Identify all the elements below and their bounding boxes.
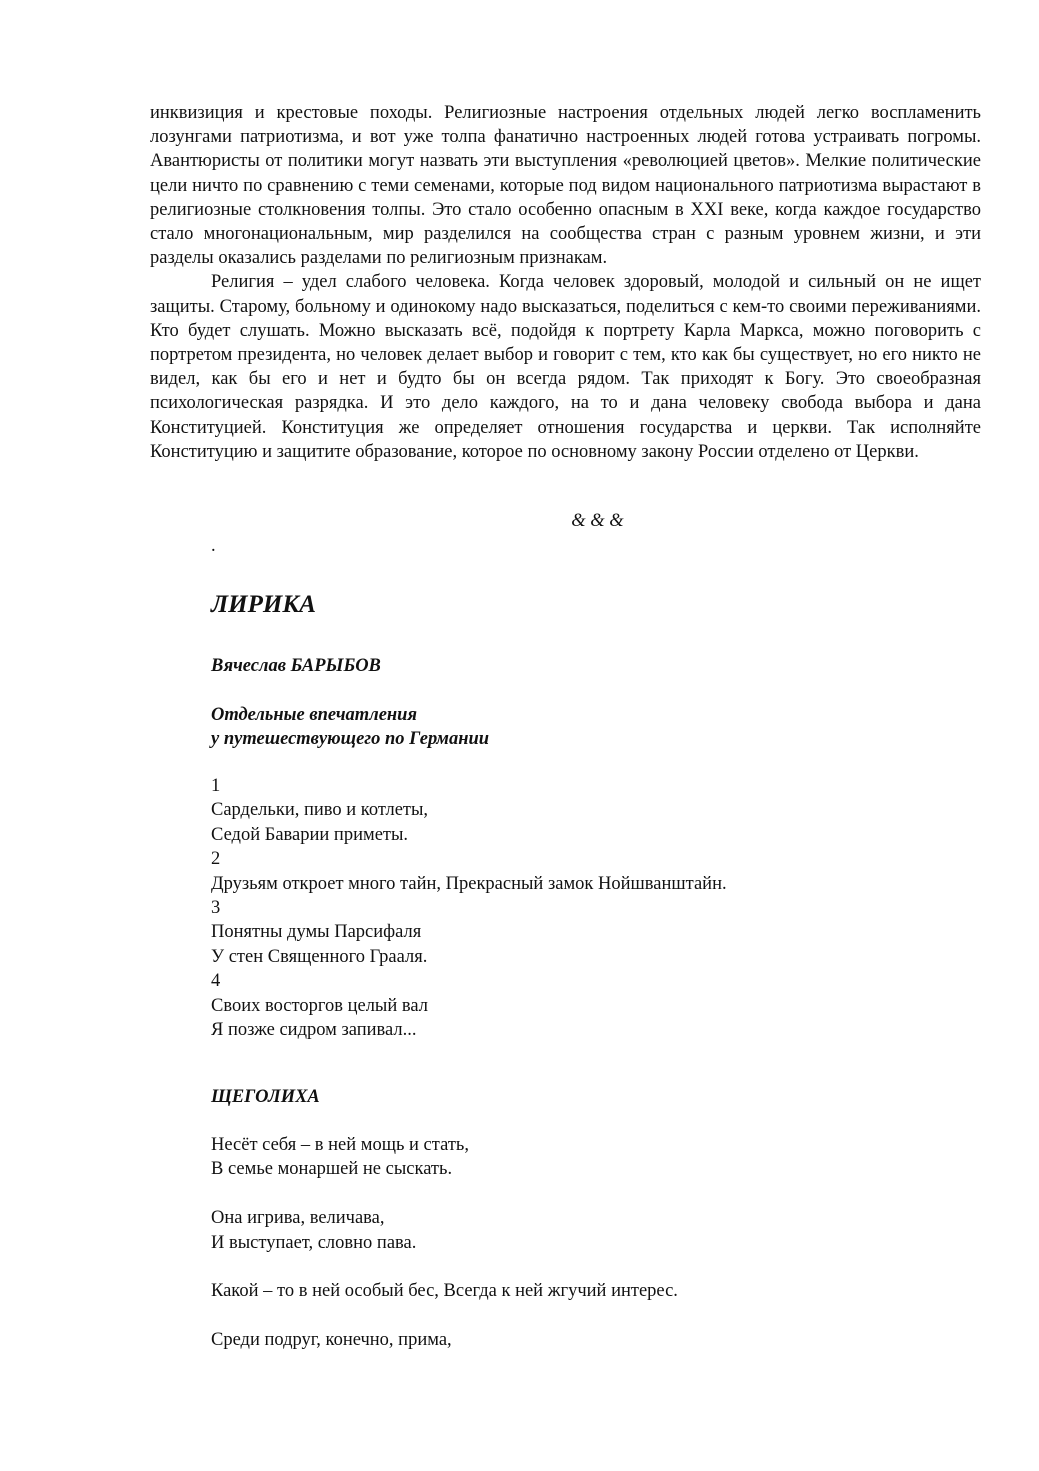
verse-number: 3 xyxy=(211,898,221,919)
stanza-gap xyxy=(211,1255,678,1279)
poem-title-line: Отдельные впечатления xyxy=(211,705,417,725)
poem-verse xyxy=(211,1133,678,1353)
poem-title-line: ЩЕГОЛИХА xyxy=(211,1087,320,1107)
poem-verse xyxy=(211,774,727,1042)
verse-number: 2 xyxy=(211,849,221,870)
verse-line: Какой – то в ней особый бес, Всегда к ней жгучий интерес. xyxy=(211,1281,678,1302)
verse-line: И выступает, словно пава. xyxy=(211,1232,417,1253)
essay-paragraph: Религия – удел слабого человека. Когда человек здоровый, молодой и сильный он не ищет защиты. Старому, больному и одинокому надо высказаться, поделиться с кем-то своими переживаниями. Кто будет слушать. Можно высказать всё, подойдя к портрету Карла Маркса, можно поговорить с портретом президента, но человек делает выбор и говорит с тем, кто как бы существует, но его никто не видел, как бы его и нет и будто бы он всегда рядом. Так приходят к Богу. Это своеобразная психологическая разрядка. И это дело каждого, на то и дана человеку свобода выбора и дана Конституцией. Конституция же определяет отношения государства и церкви. Так исполняйте Конституцию и защитите образование, которое по основному закону России отделено от Церкви. xyxy=(150,272,981,462)
essay-paragraph: инквизиция и крестовые походы. Религиозные настроения отдельных людей легко воспламенить лозунгами патриотизма, и вот уже толпа фанатично настроенных людей готова устраивать погромы. Авантюристы от политики могут назвать эти выступления «революцией цветов». Мелкие политические цели ничто по сравнению с теми семенами, которые под видом национального патриотизма вырастают в религиозные столкновения толпы. Это стало особенно опасным в XXI веке, когда каждое государство стало многонациональным, мир разделился на сообщества стран с разным уровнем жизни, и эти разделы оказались разделами по религиозным признакам. xyxy=(150,103,981,269)
verse-line: Несёт себя – в ней мощь и стать, xyxy=(211,1135,469,1155)
essay-text xyxy=(150,101,981,464)
verse-line: Она игрива, величава, xyxy=(211,1208,385,1229)
stanza-gap xyxy=(211,1304,678,1328)
verse-line: Сардельки, пиво и котлеты, xyxy=(211,800,429,821)
verse-number: 4 xyxy=(211,971,221,992)
verse-line: В семье монаршей не сыскать. xyxy=(211,1159,453,1180)
verse-line: Друзьям откроет много тайн, Прекрасный замок Нойшванштайн. xyxy=(211,873,727,894)
verse-line: Понятны думы Парсифаля xyxy=(211,922,422,943)
poem-title xyxy=(211,1085,320,1109)
poem-title xyxy=(211,703,489,752)
verse-line: Своих восторгов целый вал xyxy=(211,995,428,1016)
verse-line: Я позже сидром запивал... xyxy=(211,1020,417,1041)
author-name: Вячеслав БАРЫБОВ xyxy=(211,656,381,676)
section-title: ЛИРИКА xyxy=(211,591,316,618)
verse-line: Среди подруг, конечно, прима, xyxy=(211,1330,452,1351)
stray-dot: . xyxy=(211,536,216,556)
verse-number: 1 xyxy=(211,776,221,796)
poem-title-line: у путешествующего по Германии xyxy=(211,729,490,750)
stanza-gap xyxy=(211,1182,678,1206)
verse-line: Седой Баварии приметы. xyxy=(211,824,409,845)
verse-line: У стен Священного Грааля. xyxy=(211,946,428,967)
section-separator: & & & xyxy=(571,511,624,531)
